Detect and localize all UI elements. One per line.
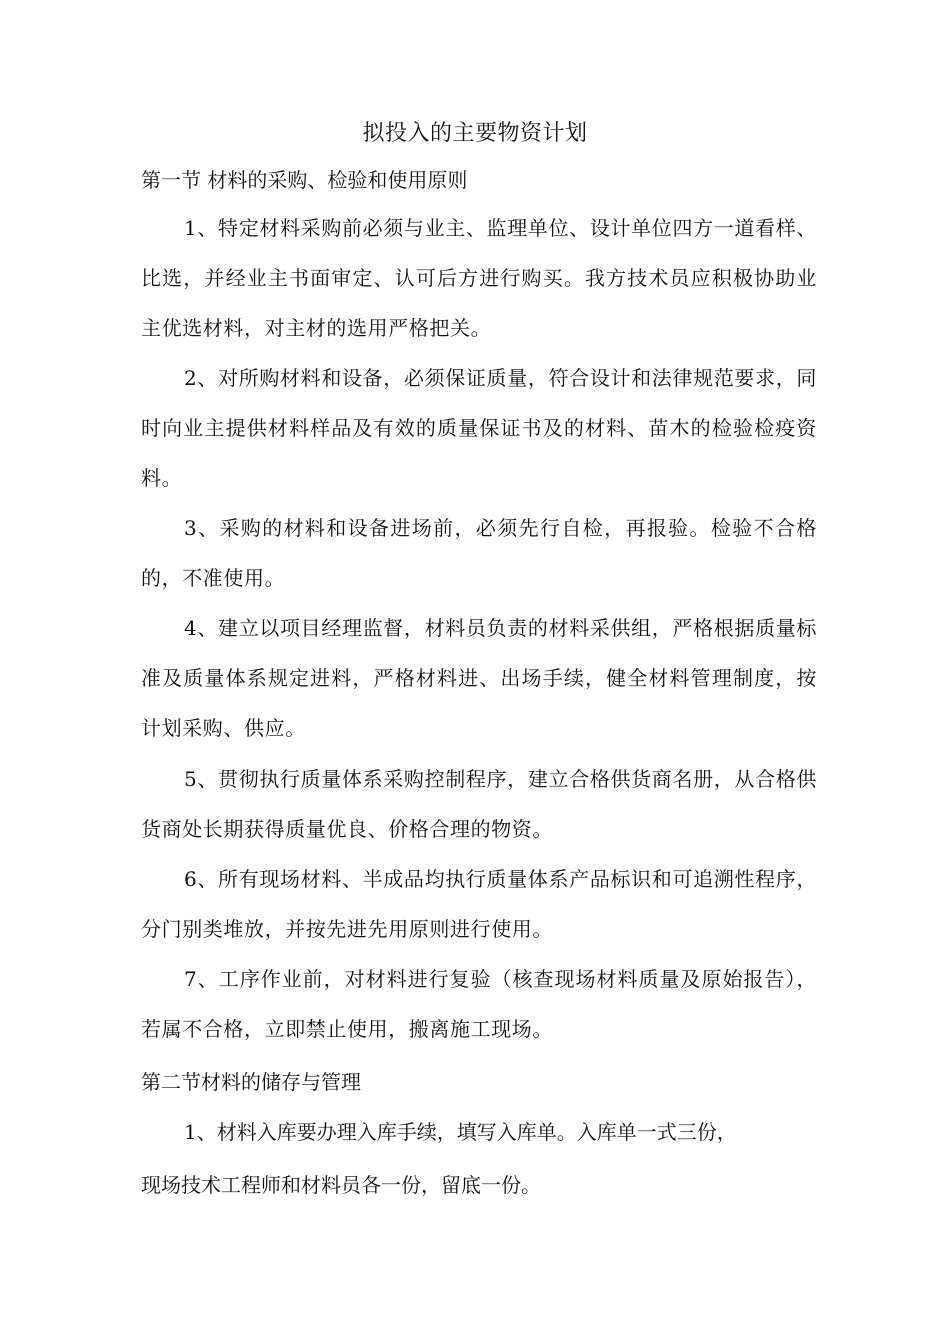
section-1-paragraph-1: 1、特定材料采购前必须与业主、监理单位、设计单位四方一道看样、比选，并经业主书面审定、认可后方进行购买。我方技术员应积极协助业主优选材料，对主材的选用严格把关。 <box>141 216 817 340</box>
section-1-paragraph-2: 2、对所购材料和设备，必须保证质量，符合设计和法律规范要求，同时向业主提供材料样品及有效的质量保证书及的材料、苗木的检验检疫资料。 <box>141 366 817 490</box>
section-1-paragraph-3: 3、采购的材料和设备进场前，必须先行自检，再报验。检验不合格的，不准使用。 <box>141 516 817 590</box>
section-1-paragraph-6: 6、所有现场材料、半成品均执行质量体系产品标识和可追溯性程序，分门别类堆放，并按先进先用原则进行使用。 <box>141 867 817 941</box>
document-title: 拟投入的主要物资计划 <box>362 121 588 146</box>
section-1-paragraph-5: 5、贯彻执行质量体系采购控制程序，建立合格供货商名册，从合格供货商处长期获得质量优良、价格合理的物资。 <box>141 767 817 841</box>
section-2-item-1-line-1: 1、材料入库要办理入库手续，填写入库单。入库单一式三份， <box>184 1120 737 1144</box>
section-1-heading: 第一节 材料的采购、检验和使用原则 <box>141 168 468 192</box>
section-1-paragraph-4: 4、建立以项目经理监督，材料员负责的材料采供组，严格根据质量标准及质量体系规定进料，严格材料进、出场手续，健全材料管理制度，按计划采购、供应。 <box>141 616 817 740</box>
section-2-heading: 第二节材料的储存与管理 <box>141 1070 361 1094</box>
section-2-item-1-line-2: 现场技术工程师和材料员各一份，留底一份。 <box>141 1173 541 1197</box>
section-1-paragraph-7: 7、工序作业前，对材料进行复验（核查现场材料质量及原始报告），若属不合格，立即禁止使用，搬离施工现场。 <box>141 967 817 1041</box>
